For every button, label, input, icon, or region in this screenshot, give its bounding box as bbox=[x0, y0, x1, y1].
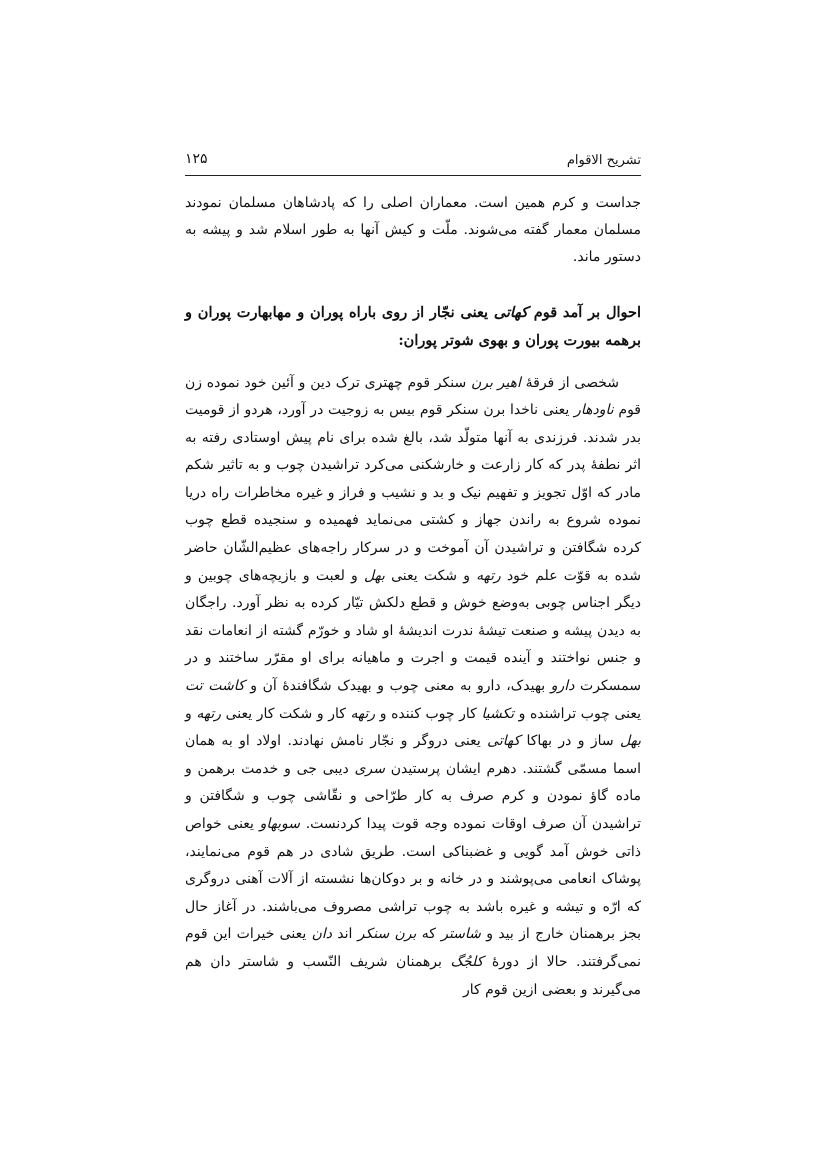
heading-text: یعنی نجّار از روی باراه پوران و مهابهارت پوران و برهمه بیورت پوران و بهوی شوتر پوران: bbox=[185, 304, 641, 349]
italic-term: کهاتی bbox=[487, 733, 521, 750]
body-text: ساز و در بهاکا bbox=[520, 733, 621, 750]
body-text: کار چوب کننده و bbox=[375, 705, 482, 722]
body-text: یعنی دروگر و نجّار نامش نهادند. اولاد او به همان اسما مسمّی گشتند. دهرم ایشان پرستیدن bbox=[185, 733, 641, 777]
running-head bbox=[185, 145, 641, 176]
italic-term: بهل bbox=[363, 567, 385, 584]
body-text: شخصی از فرقهٔ bbox=[520, 374, 619, 391]
body-text: اند bbox=[331, 926, 358, 943]
italic-term: کاشت تت bbox=[185, 678, 245, 695]
body-text: سنکر قوم چهتری ترک دین و آئین خود نموده زن قوم bbox=[185, 374, 641, 419]
italic-term: سری bbox=[354, 760, 385, 777]
body-text: و لعبت و بازیچه‌های چوبین و دیگر اجناس چوبی به‌وضع خوش و قطع دلکش تیّار کرده به نظر آورد. راجگان به دیدن پیشه و صنعت تیشهٔ ندرت اندیشهٔ او شاد و خورّم گشته از انعامات نقد و جنس نواختند و آینده قیمت و اجرت و ماهیانه برای او مقرّر ساختند و در سمسکرت bbox=[185, 567, 641, 695]
body-text: و شکت یعنی bbox=[384, 567, 477, 584]
body-text: کار و شکت کار یعنی bbox=[221, 705, 351, 722]
intro-paragraph: جداست و کرم همین است. معماران اصلی را که پادشاهان مسلمان نمودند مسلمان معمار گفته می‌شوند. ملّت و کیش آنها به طور اسلام شد و پیشه به دستور ماند. bbox=[185, 195, 641, 265]
body-text: برهمنان شریف النّسب و شاستر دان هم می‌گیرند و بعضی ازین قوم کار bbox=[185, 953, 641, 998]
body-text: بهیدک، دارو به معنی چوب و بهیدک شگافندهٔ آن و bbox=[244, 678, 551, 695]
italic-term: دان bbox=[311, 926, 332, 943]
italic-term: ناودهار bbox=[574, 402, 614, 419]
page-number: ۱۲۵ bbox=[185, 151, 208, 167]
italic-term: اهیر برن bbox=[470, 374, 521, 391]
italic-term: دارو bbox=[550, 678, 575, 695]
body-text: دیبی جی و خدمت برهمن و ماده گاؤ نمودن و کرم صرف به کار طرّاحی و نقّاشی چوب و شگافتن و تراشیدن آن صرف اوقات نموده وجه قوت پیدا کردنست. bbox=[185, 760, 641, 832]
heading-italic-term: کهاتی bbox=[493, 304, 528, 321]
body-text: و bbox=[185, 705, 197, 722]
body-text: که bbox=[416, 926, 442, 943]
italic-term: بهل bbox=[620, 733, 641, 750]
body-paragraph bbox=[185, 370, 641, 1005]
heading-text: احوال بر آمد قوم bbox=[527, 304, 642, 321]
italic-term: شاستر bbox=[441, 926, 481, 943]
italic-term: برن سنکر bbox=[357, 926, 417, 943]
italic-term: رتهه bbox=[196, 705, 221, 722]
body-text: یعنی چوب تراشنده و bbox=[514, 705, 641, 722]
body-text: یعنی خواص ذاتی خوش آمد گویی و غضبناکی است. طریق شادی در هم قوم می‌نمایند، پوشاک انعامی می‌پوشند و در خانه و بر دوکان‌ها نشسته از آلات آهنی دروگری که ارّه و تیشه و غیره باشد به چوب تراشی مصروف می‌باشند. در آغاز حال بجز برهمنان خارج از بید و bbox=[185, 816, 641, 943]
book-page bbox=[185, 145, 641, 1018]
italic-term: رتهه bbox=[350, 705, 376, 722]
italic-term: کلجُگ bbox=[450, 953, 484, 970]
italic-term: تکشیا bbox=[481, 705, 515, 722]
italic-term: رتهه bbox=[476, 567, 501, 584]
body-text: یعنی ناخدا برن سنکر قوم بیس به زوجیت در آورد، هردو از قومیت بدر شدند. فرزندی به آنها متولّد شد، بالغ شده برای نام پیش اوستادی رفته به اثر نطفهٔ پدر که کار زارعت و خارشکنی می‌کرد تراشیدن چوب و به تاثیر شکم مادر که اوّل تجویز و تفهیم نیک و بد و نشیب و فراز و غیره مخاطرات راه دریا نموده شروع به راندن جهاز و کشتی می‌نماید فهمیده و سنجیده قطع چوب کرده شگافتن و تراشیدن آن آموخت و در سرکار راجه‌های عظیم‌الشّان حاضر شده به قوّت علم خود bbox=[185, 402, 641, 584]
body-text: یعنی خیرات این قوم نمی‌گرفتند. حالا از دورهٔ bbox=[185, 926, 642, 970]
section-heading bbox=[185, 299, 641, 355]
italic-term: سوبهاو bbox=[259, 816, 301, 832]
running-title: تشریح الاقوام bbox=[566, 153, 641, 168]
